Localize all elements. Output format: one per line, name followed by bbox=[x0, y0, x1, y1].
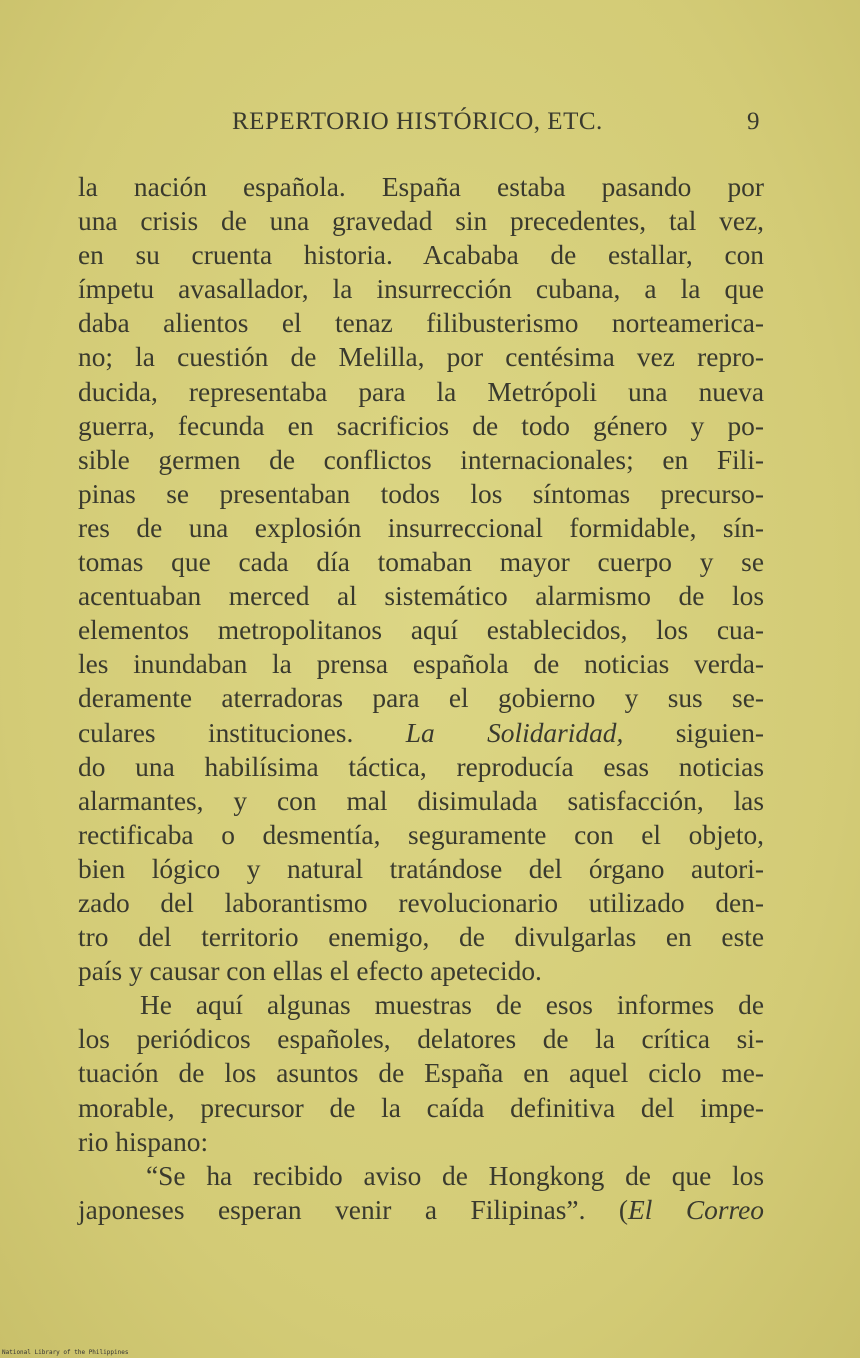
text-line: tro del territorio enemigo, de divulgarlas en este bbox=[78, 922, 764, 953]
text-line: morable, precursor de la caída definitiva del impe- bbox=[78, 1092, 764, 1123]
periodical-title: El Correo bbox=[628, 1194, 765, 1225]
periodical-title: La Solidaridad, bbox=[405, 717, 624, 748]
text-line bbox=[78, 716, 764, 750]
running-title: REPERTORIO HISTÓRICO, ETC. bbox=[232, 108, 603, 135]
text-line: no; la cuestión de Melilla, por centésima vez repro- bbox=[78, 342, 764, 373]
text-line: tuación de los asuntos de España en aquel ciclo me- bbox=[78, 1058, 764, 1089]
text-line: una crisis de una gravedad sin precedentes, tal vez, bbox=[78, 206, 764, 237]
text-line: les inundaban la prensa española de noticias verda- bbox=[78, 649, 764, 680]
page-number: 9 bbox=[747, 108, 760, 135]
text-line: guerra, fecunda en sacrificios de todo género y po- bbox=[78, 410, 764, 441]
text-line: los periódicos españoles, delatores de la crítica si- bbox=[78, 1024, 764, 1055]
quote-line bbox=[78, 1193, 764, 1227]
text-line: tomas que cada día tomaban mayor cuerpo y se bbox=[78, 547, 764, 578]
page-header bbox=[78, 108, 762, 144]
text-line: rio hispano: bbox=[78, 1126, 209, 1157]
text-line: He aquí algunas muestras de esos informes de bbox=[140, 990, 764, 1021]
quote-line: “Se ha recibido aviso de Hongkong de que los bbox=[146, 1160, 764, 1191]
text-line: pinas se presentaban todos los síntomas precurso- bbox=[78, 478, 764, 509]
text-line: ducida, representaba para la Metrópoli una nueva bbox=[78, 376, 764, 407]
text-line: elementos metropolitanos aquí establecidos, los cua- bbox=[78, 615, 764, 646]
text-line: la nación española. España estaba pasando por bbox=[78, 172, 764, 202]
text-segment: siguien- bbox=[623, 717, 765, 748]
text-segment: culares instituciones. bbox=[78, 717, 406, 748]
library-credit: National Library of the Philippines bbox=[2, 1349, 129, 1356]
text-line: bien lógico y natural tratándose del órgano autori- bbox=[78, 853, 764, 884]
text-line: deramente aterradoras para el gobierno y sus se- bbox=[78, 683, 764, 714]
body-text bbox=[78, 170, 764, 1227]
text-line: sible germen de conflictos internacionales; en Fili- bbox=[78, 444, 764, 475]
text-line: rectificaba o desmentía, seguramente con el objeto, bbox=[78, 819, 764, 850]
text-line: do una habilísima táctica, reproducía esas noticias bbox=[78, 751, 764, 782]
text-line: res de una explosión insurreccional formidable, sín- bbox=[78, 512, 764, 543]
text-line: país y causar con ellas el efecto apetecido. bbox=[78, 956, 542, 987]
text-line: zado del laborantismo revolucionario utilizado den- bbox=[78, 887, 764, 918]
text-line: daba alientos el tenaz filibusterismo norteamerica- bbox=[78, 308, 764, 339]
text-line: ímpetu avasallador, la insurrección cubana, a la que bbox=[78, 274, 764, 305]
text-line: alarmantes, y con mal disimulada satisfacción, las bbox=[78, 785, 764, 816]
text-line: acentuaban merced al sistemático alarmismo de los bbox=[78, 581, 764, 612]
text-segment: japoneses esperan venir a Filipinas”. ( bbox=[78, 1194, 629, 1225]
text-line: en su cruenta historia. Acababa de estallar, con bbox=[78, 240, 764, 271]
